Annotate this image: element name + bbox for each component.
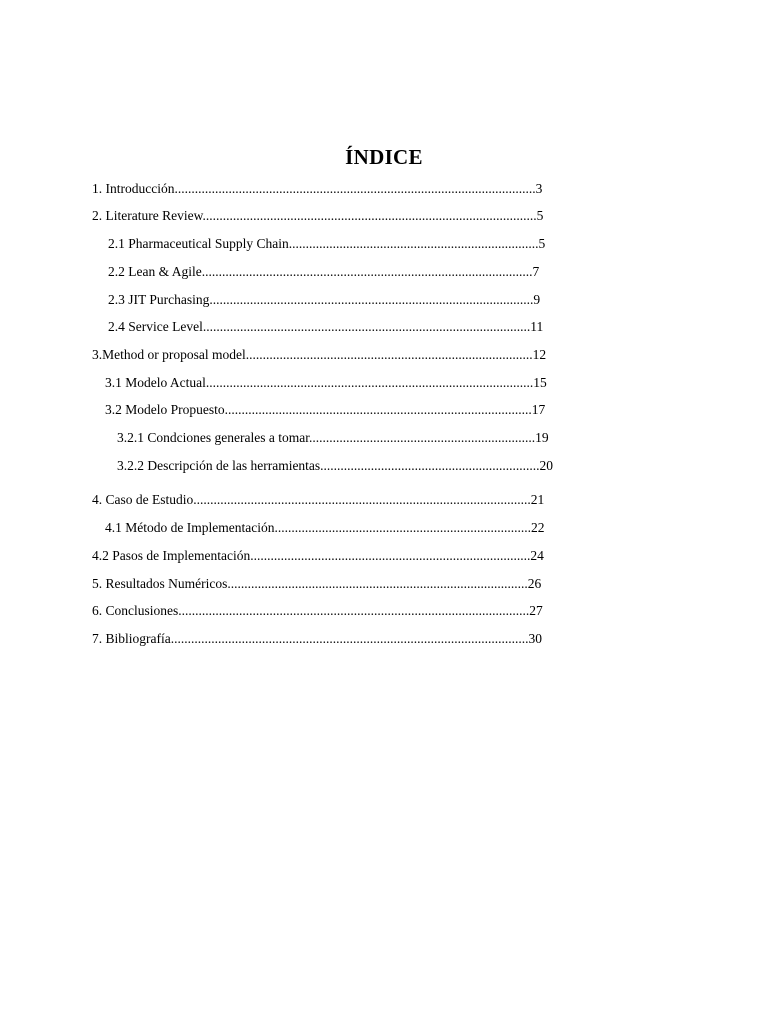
toc-entry-descripcion-herramientas: 3.2.2 Descripción de las herramientas.................................................................20 — [117, 458, 554, 473]
toc-entry-bibliografia: 7. Bibliografía..........................................................................................................30 — [92, 631, 542, 646]
toc-entry-service-level: 2.4 Service Level.................................................................................................11 — [108, 319, 544, 334]
toc-entry-introduccion: 1. Introducción...........................................................................................................3 — [92, 181, 543, 196]
toc-entry-modelo-actual: 3.1 Modelo Actual.................................................................................................15 — [105, 375, 547, 390]
toc-entry-lean-agile: 2.2 Lean & Agile..................................................................................................7 — [108, 264, 540, 279]
toc-entry-conclusiones: 6. Conclusiones........................................................................................................27 — [92, 603, 543, 618]
toc-entry-modelo-propuesto: 3.2 Modelo Propuesto...........................................................................................17 — [105, 402, 546, 417]
toc-entry-metodo-implementacion: 4.1 Método de Implementación............................................................................22 — [105, 520, 545, 535]
toc-entry-jit-purchasing: 2.3 JIT Purchasing................................................................................................9 — [108, 292, 541, 307]
toc-entry-method-proposal-model: 3.Method or proposal model.....................................................................................12 — [92, 347, 547, 362]
toc-entry-pasos-implementacion: 4.2 Pasos de Implementación...................................................................................24 — [92, 548, 544, 563]
toc-entry-literature-review: 2. Literature Review...................................................................................................5 — [92, 208, 544, 223]
toc-entry-resultados-numericos: 5. Resultados Numéricos.........................................................................................26 — [92, 576, 542, 591]
toc-title: ÍNDICE — [345, 145, 423, 169]
toc-entry-pharmaceutical-supply-chain: 2.1 Pharmaceutical Supply Chain..........................................................................5 — [108, 236, 546, 251]
toc-entry-caso-de-estudio: 4. Caso de Estudio....................................................................................................21 — [92, 492, 545, 507]
toc-entry-condiciones-generales: 3.2.1 Condciones generales a tomar...................................................................19 — [117, 430, 549, 445]
